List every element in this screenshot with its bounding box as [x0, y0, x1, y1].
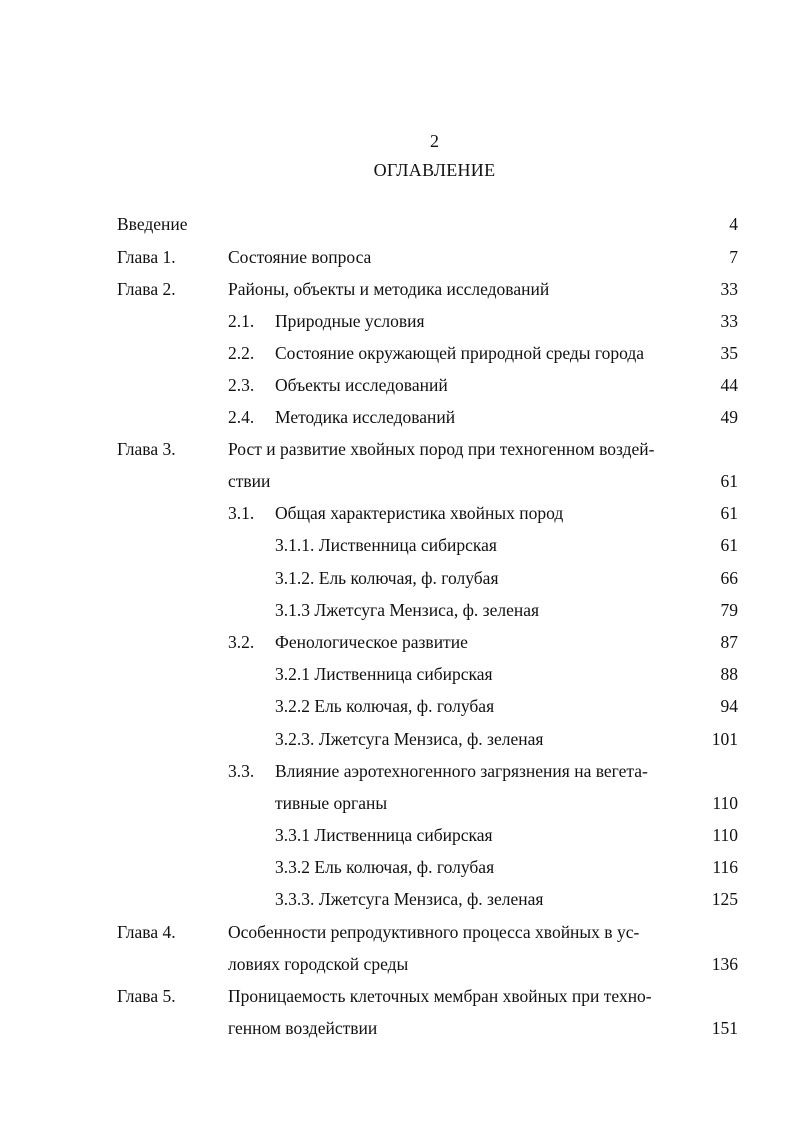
- toc-row: [0, 566, 793, 590]
- toc-page: 33: [720, 311, 738, 331]
- toc-page: 116: [712, 857, 738, 877]
- toc-subsection: 3.1.1. Лиственница сибирская: [275, 535, 497, 555]
- toc-page: 79: [720, 600, 738, 620]
- toc-subsection: 3.1.2. Ель колючая, ф. голубая: [275, 568, 499, 588]
- toc-section-number: 3.3.: [228, 761, 255, 781]
- toc-title: Объекты исследований: [275, 375, 448, 395]
- toc-subsection: 3.3.3. Лжетсуга Мензиса, ф. зеленая: [275, 889, 544, 909]
- toc-row: [0, 277, 793, 301]
- toc-title: Фенологическое развитие: [275, 632, 468, 652]
- toc-row: [0, 469, 793, 493]
- toc-row: [0, 309, 793, 333]
- toc-page: 110: [712, 825, 738, 845]
- toc-row: [0, 920, 793, 944]
- toc-page: 4: [729, 214, 738, 234]
- toc-row: [0, 727, 793, 751]
- toc-title: ловиях городской среды: [228, 954, 409, 974]
- page-number: 2: [430, 131, 439, 151]
- toc-subsection: 3.1.3 Лжетсуга Мензиса, ф. зеленая: [275, 600, 540, 620]
- toc-row: [0, 598, 793, 622]
- toc-section-number: 2.2.: [228, 343, 255, 363]
- toc-row: [0, 405, 793, 429]
- toc-section-number: 3.1.: [228, 503, 255, 523]
- toc-row: [0, 1016, 793, 1040]
- toc-row: [0, 887, 793, 911]
- toc-row: [0, 662, 793, 686]
- toc-title: Методика исследований: [275, 407, 456, 427]
- toc-page: 66: [720, 568, 738, 588]
- toc-label: Глава 5.: [117, 986, 176, 1006]
- toc-row: [0, 212, 793, 236]
- toc-label: Введение: [117, 214, 188, 234]
- toc-page: 125: [711, 889, 738, 909]
- toc-row: [0, 984, 793, 1008]
- toc-row: [0, 759, 793, 783]
- toc-page: 151: [711, 1018, 738, 1038]
- toc-label: Глава 3.: [117, 439, 176, 459]
- toc-page: 44: [720, 375, 738, 395]
- toc-page: 35: [720, 343, 738, 363]
- toc-title: Влияние аэротехногенного загрязнения на вегета-: [275, 761, 648, 781]
- toc-title: ствии: [228, 471, 271, 491]
- toc-section-number: 2.3.: [228, 375, 255, 395]
- toc-row: [0, 952, 793, 976]
- toc-title: генном воздействии: [228, 1018, 378, 1038]
- toc-label: Глава 4.: [117, 922, 176, 942]
- toc-title: Проницаемость клеточных мембран хвойных при техно-: [228, 986, 652, 1006]
- toc-page: 88: [720, 664, 738, 684]
- toc-page: 33: [720, 279, 738, 299]
- toc-title: Состояние окружающей природной среды города: [275, 343, 645, 363]
- toc-row: [0, 373, 793, 397]
- toc-title: Природные условия: [275, 311, 425, 331]
- toc-row: [0, 533, 793, 557]
- toc-section-number: 3.2.: [228, 632, 255, 652]
- toc-label: Глава 1.: [117, 247, 176, 267]
- toc-row: [0, 694, 793, 718]
- toc-page: 7: [729, 247, 738, 267]
- toc-section-number: 2.1.: [228, 311, 255, 331]
- toc-title: Общая характеристика хвойных пород: [275, 503, 564, 523]
- toc-page: 87: [720, 632, 738, 652]
- toc-page: 49: [720, 407, 738, 427]
- toc-title: Рост и развитие хвойных пород при техногенном воздей-: [228, 439, 655, 459]
- toc-subsection: 3.3.1 Лиственница сибирская: [275, 825, 493, 845]
- toc-row: [0, 437, 793, 461]
- toc-title: Состояние вопроса: [228, 247, 372, 267]
- toc-page: 136: [711, 954, 738, 974]
- toc-page: 61: [720, 535, 738, 555]
- toc-row: [0, 245, 793, 269]
- toc-subsection: 3.3.2 Ель колючая, ф. голубая: [275, 857, 495, 877]
- toc-title: Районы, объекты и методика исследований: [228, 279, 550, 299]
- toc-page: 110: [712, 793, 738, 813]
- toc-row: [0, 630, 793, 654]
- toc-subsection: 3.2.2 Ель колючая, ф. голубая: [275, 696, 495, 716]
- toc-page: 61: [720, 471, 738, 491]
- toc-section-number: 2.4.: [228, 407, 255, 427]
- toc-row: [0, 791, 793, 815]
- toc-subsection: 3.2.3. Лжетсуга Мензиса, ф. зеленая: [275, 729, 544, 749]
- toc-page: 94: [720, 696, 738, 716]
- toc-subsection: тивные органы: [275, 793, 388, 813]
- toc-row: [0, 855, 793, 879]
- toc-heading: ОГЛАВЛЕНИЕ: [373, 160, 496, 180]
- toc-row: [0, 501, 793, 525]
- toc-row: [0, 823, 793, 847]
- toc-row: [0, 341, 793, 365]
- toc-page: 61: [720, 503, 738, 523]
- toc-label: Глава 2.: [117, 279, 176, 299]
- toc-subsection: 3.2.1 Лиственница сибирская: [275, 664, 493, 684]
- toc-page: 101: [711, 729, 738, 749]
- toc-title: Особенности репродуктивного процесса хвойных в ус-: [228, 922, 640, 942]
